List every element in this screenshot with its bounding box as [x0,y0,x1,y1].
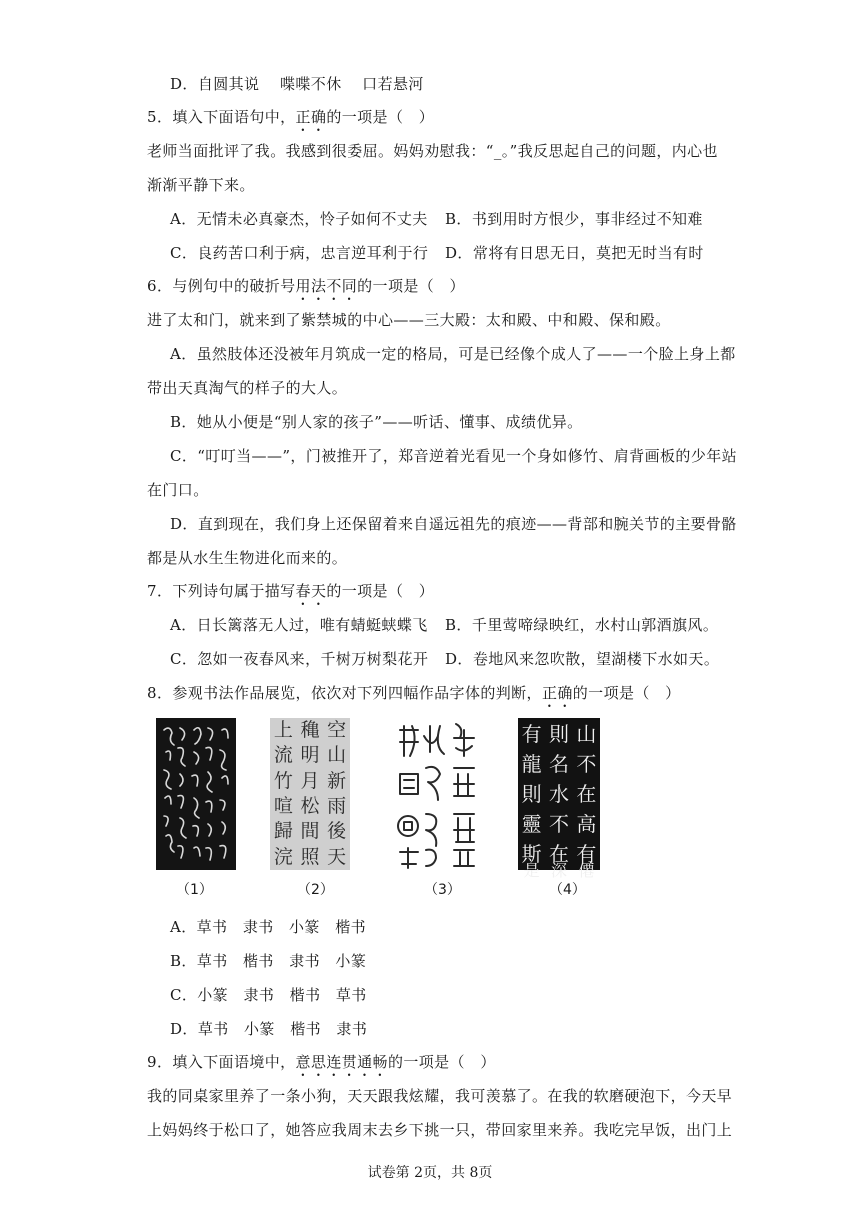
question-7-option-c: C．忽如一夜春风来，千树万树梨花开 [170,650,429,668]
calligraphy-image-4-chars: 有 則 山 龍 名 不 則 水 在 靈 不 高 斯 在 有 [521,722,597,866]
question-6-option-c-line2: 在门口。 [147,481,209,499]
question-7-option-b: B．千里莺啼绿映红，水村山郭酒旗风。 [445,616,719,634]
question-8-option-a: A．草书 隶书 小篆 楷书 [170,918,367,936]
question-6-example: 进了太和门，就来到了紫禁城的中心——三大殿：太和殿、中和殿、保和殿。 [147,311,671,329]
image-caption-1: （1） [176,882,213,898]
question-5-option-a: A．无情未必真豪杰，怜子如何不丈夫 [170,210,428,228]
question-6-option-d-line1: D．直到现在，我们身上还保留着来自遥远祖先的痕迹——背部和腕关节的主要骨骼 [170,515,737,533]
question-8-option-d: D．草书 小篆 楷书 隶书 [170,1020,368,1038]
question-9-passage-line2: 上妈妈终于松口了，她答应我周末去乡下挑一只，带回家里来养。我吃完早饭，出门上 [147,1121,733,1139]
question-5-passage-line2: 渐渐平静下来。 [147,176,255,194]
page-footer: 试卷第 2页，共 8页 [367,1165,493,1181]
question-6-option-c-line1: C．“叮叮当——”，门被推开了，郑音逆着光看见一个身如修竹、肩背画板的少年站 [170,447,738,465]
question-5-option-d: D．常将有日思无日，莫把无时当有时 [445,244,704,262]
question-8-option-b: B．草书 楷书 隶书 小篆 [170,952,367,970]
calligraphy-image-4 [518,718,600,880]
question-5-option-c: C．良药苦口利于病，忠言逆耳利于行 [170,244,429,262]
question-6-option-d-line2: 都是从水生生物进化而来的。 [147,549,348,567]
question-6-option-a-line1: A．虽然肢体还没被年月筑成一定的格局，可是已经像个成人了——一个脸上身上都 [170,345,736,363]
question-8-option-c: C．小篆 隶书 楷书 草书 [170,986,367,1004]
q4-option-d: D．自圆其说 喋喋不休 口若悬河 [170,75,424,93]
question-5-passage-line1: 老师当面批评了我。我感到很委屈。妈妈劝慰我：“_。”我反思起自己的问题，内心也 [147,142,718,160]
question-6-option-b: B．她从小便是“别人家的孩子”——听话、懂事、成绩优异。 [170,413,583,431]
question-7-stem: 7．下列诗句属于描写春天的一项是（ ） [147,582,435,600]
calligraphy-image-2 [270,718,350,870]
image-caption-4: （4） [549,882,586,898]
calligraphy-image-2-chars: 上 穐 空 流 明 山 竹 月 新 喧 松 雨 歸 間 後 浣 照 天 [273,719,347,868]
question-5-option-b: B．书到用时方恨少，事非经过不知难 [445,210,703,228]
calligraphy-image-3 [394,718,482,870]
calligraphy-image-1 [156,718,236,870]
question-7-option-d: D．卷地风来忽吹散，望湖楼下水如天。 [445,650,720,668]
question-9-passage-line1: 我的同桌家里养了一条小狗，天天跟我炫耀，我可羡慕了。在我的软磨硬泡下，今天早 [147,1087,733,1105]
question-7-option-a: A．日长篱落无人过，唯有蜻蜓蛱蝶飞 [170,616,428,634]
question-5-stem: 5．填入下面语句中，正确的一项是（ ） [147,108,435,126]
question-9-stem: 9．填入下面语境中，意思连贯通畅的一项是（ ） [147,1053,496,1071]
calligraphy-image-4-last-row: 是 深 僊 [523,861,595,880]
question-8-stem: 8．参观书法作品展览，依次对下列四幅作品字体的判断，正确的一项是（ ） [147,684,681,702]
image-caption-2: （2） [297,882,334,898]
question-6-stem: 6．与例句中的破折号用法不同的一项是（ ） [147,277,465,295]
image-caption-3: （3） [424,882,461,898]
question-6-option-a-line2: 带出天真淘气的样子的大人。 [147,379,348,397]
